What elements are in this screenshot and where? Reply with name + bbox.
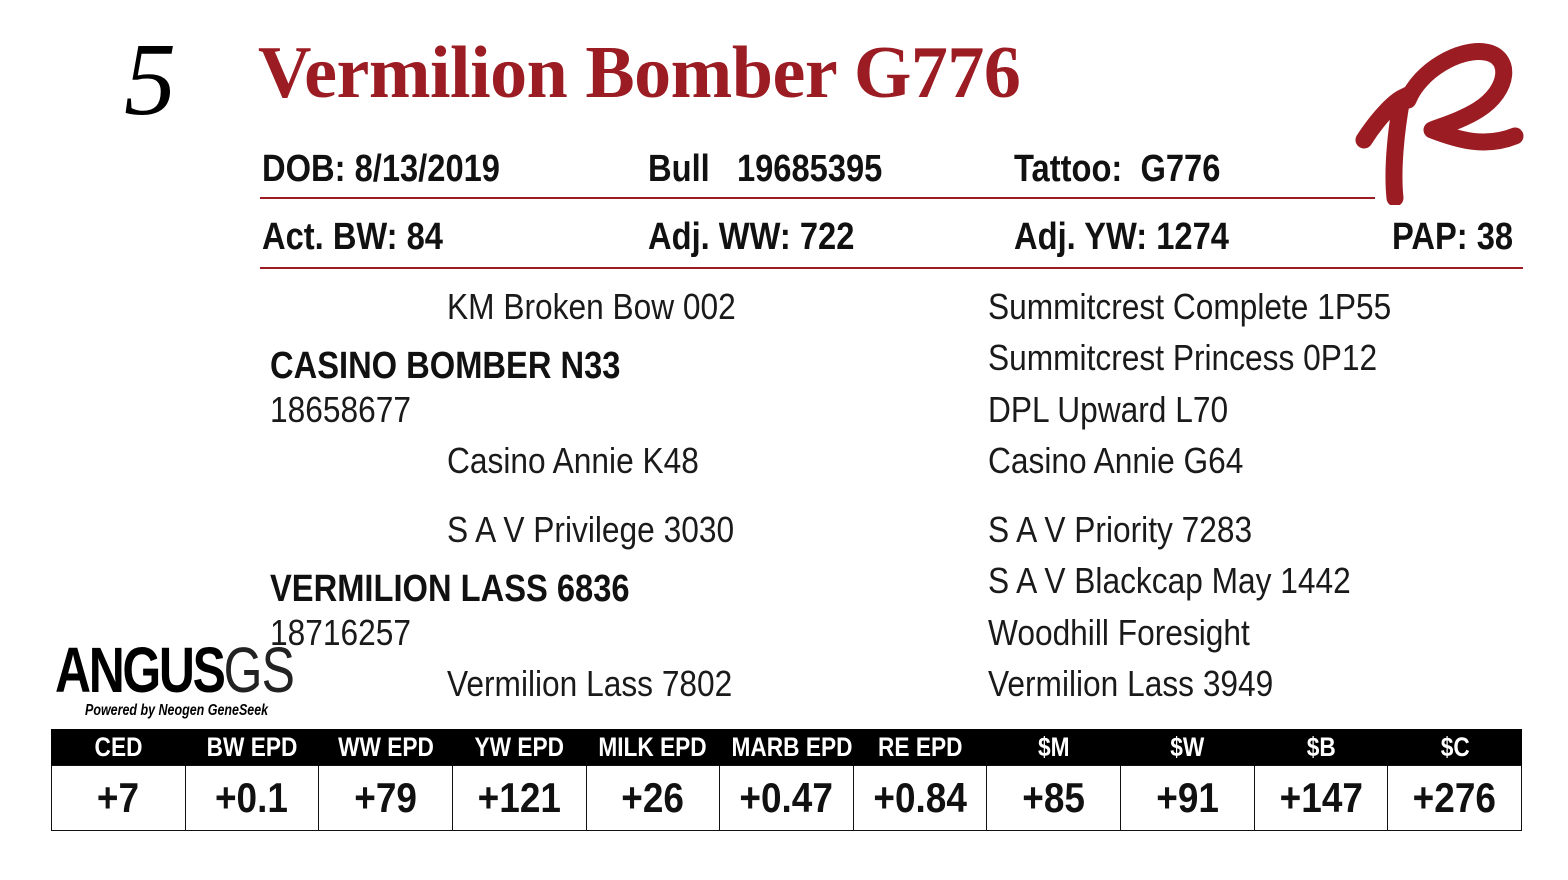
great-grandparent: Summitcrest Princess 0P12 (988, 337, 1378, 378)
epd-value: +79 (319, 766, 453, 831)
angus-gs-tagline: Powered by Neogen GeneSeek (85, 702, 269, 719)
actual-birth-weight: Act. BW: 84 (262, 216, 443, 258)
epd-value: +7 (52, 766, 186, 831)
epd-header: RE EPD (853, 729, 987, 766)
great-grandparent: DPL Upward L70 (988, 389, 1229, 430)
epd-header: $M (987, 729, 1121, 766)
epd-value: +276 (1388, 766, 1522, 831)
great-grandparent: S A V Blackcap May 1442 (988, 560, 1351, 601)
epd-header: $C (1388, 729, 1522, 766)
epd-header: MILK EPD (586, 729, 720, 766)
animal-name: Vermilion Bomber G776 (258, 32, 1021, 114)
epd-header-row (52, 729, 1522, 766)
epd-value: +85 (987, 766, 1121, 831)
epd-value: +91 (1121, 766, 1255, 831)
great-grandparent: Vermilion Lass 3949 (988, 663, 1274, 704)
dam-sire: S A V Privilege 3030 (447, 509, 735, 550)
dam-registration: 18716257 (270, 612, 411, 653)
epd-header: $B (1254, 729, 1388, 766)
epd-value: +0.1 (185, 766, 319, 831)
great-grandparent: Summitcrest Complete 1P55 (988, 286, 1392, 327)
epd-header: YW EPD (452, 729, 586, 766)
epd-value: +147 (1254, 766, 1388, 831)
angus-gs-wordmark: ANGUSGS (55, 634, 295, 706)
dam-name: VERMILION LASS 6836 (270, 568, 630, 610)
sire-registration: 18658677 (270, 389, 411, 430)
epd-header: CED (52, 729, 186, 766)
adjusted-weaning-weight: Adj. WW: 722 (648, 216, 855, 258)
dam-dam: Vermilion Lass 7802 (447, 663, 733, 704)
angus-gs-logo (55, 634, 295, 723)
epd-value-row (52, 766, 1522, 831)
epd-value: +0.84 (853, 766, 987, 831)
epd-header: MARB EPD (720, 729, 854, 766)
stats-divider (260, 267, 1523, 269)
epd-header: BW EPD (185, 729, 319, 766)
great-grandparent: Woodhill Foresight (988, 612, 1250, 653)
sire-dam: Casino Annie K48 (447, 440, 699, 481)
great-grandparent: Casino Annie G64 (988, 440, 1244, 481)
epd-table (51, 729, 1522, 831)
vr-brand-logo (1350, 40, 1525, 205)
epd-header: $W (1121, 729, 1255, 766)
great-grandparent: S A V Priority 7283 (988, 509, 1253, 550)
registration-field: Bull 19685395 (648, 148, 883, 190)
epd-value: +26 (586, 766, 720, 831)
epd-value: +121 (452, 766, 586, 831)
sire-name: CASINO BOMBER N33 (270, 345, 621, 387)
tattoo-field: Tattoo: G776 (1014, 148, 1221, 190)
epd-value: +0.47 (720, 766, 854, 831)
dob-field: DOB: 8/13/2019 (262, 148, 500, 190)
header-divider (260, 197, 1375, 199)
epd-header: WW EPD (319, 729, 453, 766)
pap-field: PAP: 38 (1392, 216, 1514, 258)
lot-number: 5 (124, 22, 176, 137)
adjusted-yearling-weight: Adj. YW: 1274 (1014, 216, 1229, 258)
sire-sire: KM Broken Bow 002 (447, 286, 736, 327)
